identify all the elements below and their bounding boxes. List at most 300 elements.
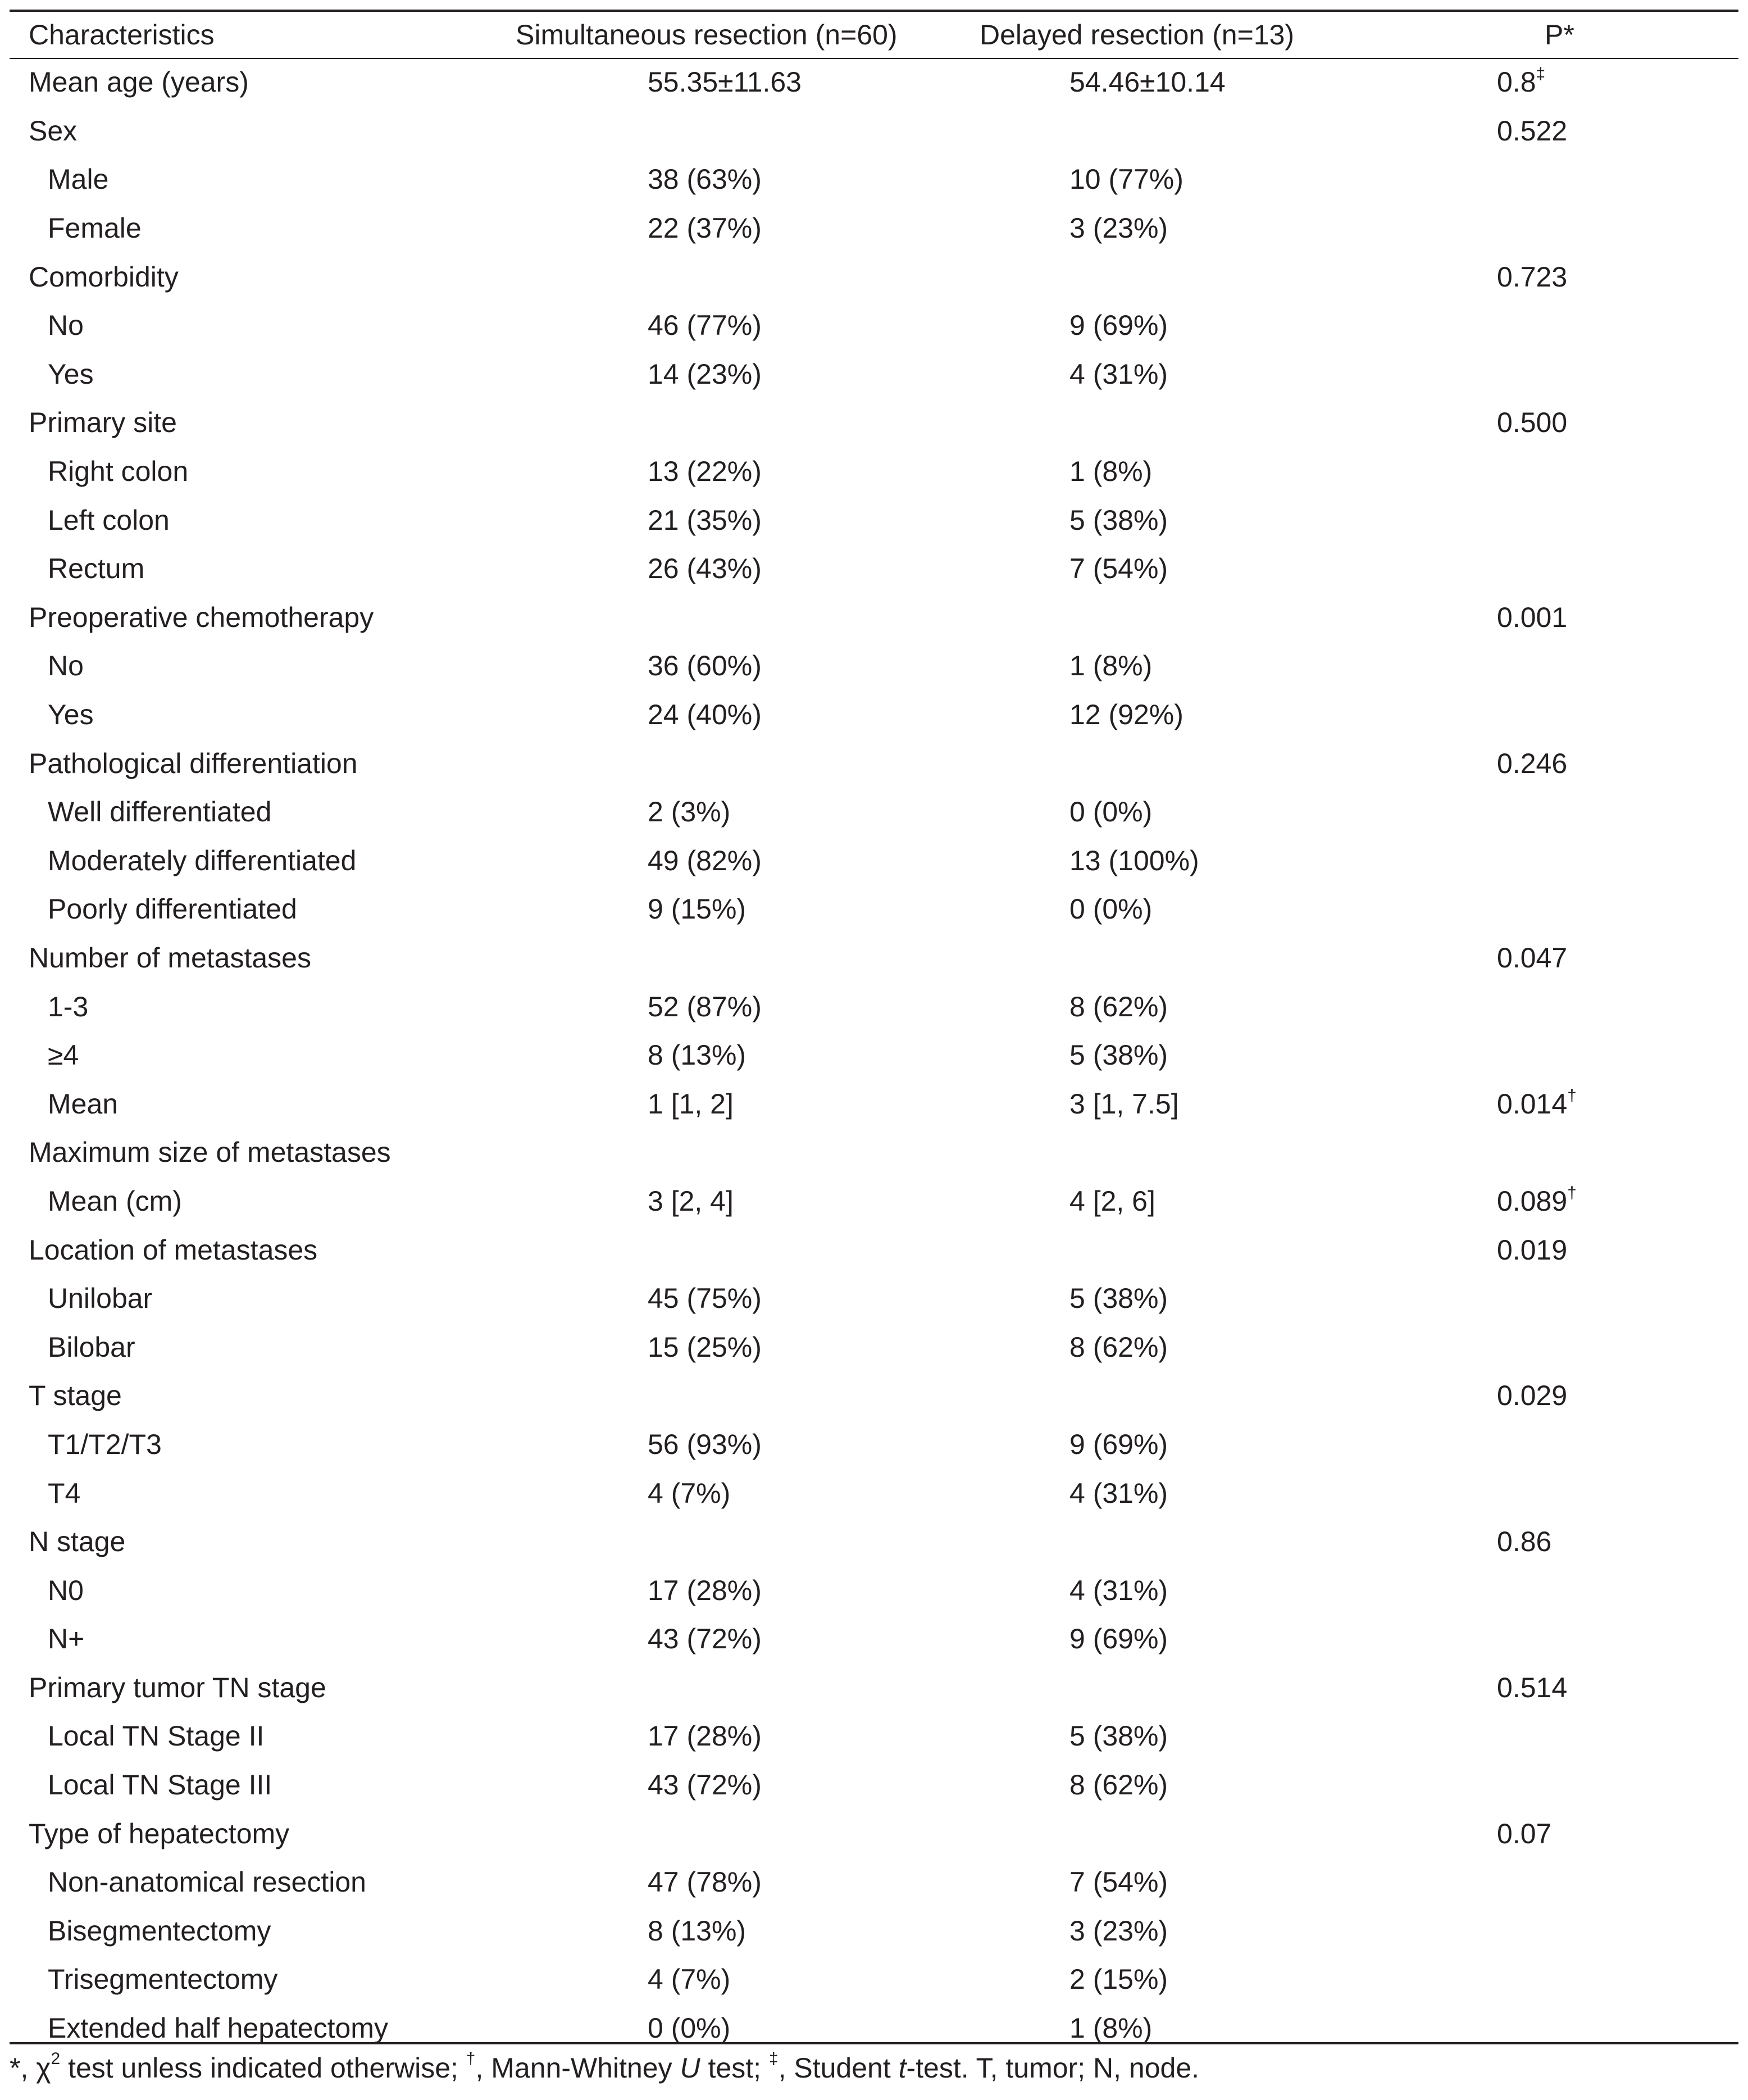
row-delayed-value bbox=[980, 204, 1265, 253]
simultaneous-value-text: 52 (87%) bbox=[648, 990, 762, 1022]
header-characteristics: Characteristics bbox=[29, 19, 215, 51]
table-row bbox=[10, 204, 1738, 253]
row-label: Moderately differentiated bbox=[48, 844, 357, 876]
row-label: Comorbidity bbox=[29, 261, 179, 293]
table-row bbox=[10, 155, 1738, 204]
row-label: T stage bbox=[29, 1380, 122, 1412]
footnote-star: * bbox=[10, 2052, 21, 2084]
table-row bbox=[10, 1031, 1738, 1080]
table-row bbox=[10, 496, 1738, 544]
row-simultaneous-value bbox=[442, 1858, 980, 1907]
table-row bbox=[10, 885, 1738, 934]
table-body bbox=[10, 58, 1738, 2052]
row-label: Well differentiated bbox=[48, 796, 272, 828]
row-simultaneous-value bbox=[442, 1031, 980, 1080]
row-delayed-value bbox=[980, 1128, 1265, 1177]
table-row bbox=[10, 1858, 1738, 1907]
delayed-value-text: 54.46±10.14 bbox=[1069, 66, 1226, 98]
p-value-text: 0.029 bbox=[1497, 1380, 1568, 1412]
row-delayed-value bbox=[980, 1274, 1265, 1323]
row-label: Yes bbox=[48, 358, 94, 390]
table-row bbox=[10, 1420, 1738, 1469]
row-p-value bbox=[1265, 1274, 1738, 1323]
delayed-value-text: 5 (38%) bbox=[1069, 1283, 1168, 1315]
delayed-value-text: 3 [1, 7.5] bbox=[1069, 1088, 1179, 1120]
row-p-value bbox=[1265, 690, 1738, 739]
row-delayed-value bbox=[980, 690, 1265, 739]
table-row bbox=[10, 1177, 1738, 1226]
simultaneous-value-text: 8 (13%) bbox=[648, 1039, 746, 1071]
row-delayed-value bbox=[980, 1079, 1265, 1128]
delayed-value-text: 9 (69%) bbox=[1069, 1428, 1168, 1460]
row-label: Left colon bbox=[48, 504, 170, 536]
row-simultaneous-value bbox=[442, 1177, 980, 1226]
row-delayed-value bbox=[980, 252, 1265, 301]
simultaneous-value-text: 38 (63%) bbox=[648, 163, 762, 196]
row-label: Female bbox=[48, 212, 142, 244]
row-delayed-value bbox=[980, 1225, 1265, 1274]
table-row bbox=[10, 398, 1738, 447]
row-simultaneous-value bbox=[442, 1322, 980, 1371]
header-simultaneous: Simultaneous resection (n=60) bbox=[516, 19, 898, 51]
row-delayed-value bbox=[980, 739, 1265, 788]
header-p: P* bbox=[1545, 19, 1574, 51]
delayed-value-text: 12 (92%) bbox=[1069, 699, 1183, 731]
row-simultaneous-value bbox=[442, 107, 980, 156]
row-simultaneous-value bbox=[442, 1712, 980, 1761]
delayed-value-text: 5 (38%) bbox=[1069, 1720, 1168, 1752]
header-delayed: Delayed resection (n=13) bbox=[980, 19, 1295, 51]
simultaneous-value-text: 14 (23%) bbox=[648, 358, 762, 390]
row-label: Location of metastases bbox=[29, 1234, 318, 1266]
delayed-value-text: 1 (8%) bbox=[1069, 650, 1153, 682]
p-value-mark: † bbox=[1567, 1086, 1577, 1105]
row-delayed-value bbox=[980, 1420, 1265, 1469]
row-delayed-value bbox=[980, 1955, 1265, 2004]
row-label: Preoperative chemotherapy bbox=[29, 601, 374, 633]
footnote-t: t bbox=[898, 2052, 907, 2084]
simultaneous-value-text: 4 (7%) bbox=[648, 1963, 731, 1996]
row-label: 1-3 bbox=[48, 990, 89, 1022]
row-delayed-value bbox=[980, 642, 1265, 690]
table-row bbox=[10, 1907, 1738, 1956]
row-p-value bbox=[1265, 1225, 1738, 1274]
row-p-value bbox=[1265, 1128, 1738, 1177]
row-simultaneous-value bbox=[442, 739, 980, 788]
row-label: No bbox=[48, 650, 84, 682]
p-value-text: 0.246 bbox=[1497, 747, 1568, 779]
row-simultaneous-value bbox=[442, 155, 980, 204]
characteristics-table bbox=[10, 12, 1738, 2052]
row-delayed-value bbox=[980, 885, 1265, 934]
simultaneous-value-text: 26 (43%) bbox=[648, 553, 762, 585]
table-row bbox=[10, 1371, 1738, 1420]
simultaneous-value-text: 43 (72%) bbox=[648, 1623, 762, 1655]
simultaneous-value-text: 24 (40%) bbox=[648, 699, 762, 731]
row-p-value bbox=[1265, 885, 1738, 934]
row-p-value bbox=[1265, 1031, 1738, 1080]
row-delayed-value bbox=[980, 837, 1265, 885]
delayed-value-text: 1 (8%) bbox=[1069, 2012, 1153, 2044]
table-row bbox=[10, 2004, 1738, 2053]
row-label: Trisegmentectomy bbox=[48, 1963, 278, 1996]
row-simultaneous-value bbox=[442, 1809, 980, 1858]
row-delayed-value bbox=[980, 155, 1265, 204]
row-delayed-value bbox=[980, 1517, 1265, 1566]
delayed-value-text: 5 (38%) bbox=[1069, 1039, 1168, 1071]
row-p-value bbox=[1265, 496, 1738, 544]
row-label: Unilobar bbox=[48, 1283, 153, 1315]
simultaneous-value-text: 47 (78%) bbox=[648, 1866, 762, 1898]
row-p-value bbox=[1265, 1615, 1738, 1663]
table-row bbox=[10, 58, 1738, 107]
row-p-value bbox=[1265, 1761, 1738, 1810]
delayed-value-text: 1 (8%) bbox=[1069, 456, 1153, 488]
simultaneous-value-text: 49 (82%) bbox=[648, 844, 762, 876]
delayed-value-text: 9 (69%) bbox=[1069, 1623, 1168, 1655]
row-simultaneous-value bbox=[442, 642, 980, 690]
row-p-value bbox=[1265, 1955, 1738, 2004]
row-label: Bilobar bbox=[48, 1331, 135, 1363]
row-label: Number of metastases bbox=[29, 942, 311, 974]
row-simultaneous-value bbox=[442, 398, 980, 447]
row-p-value bbox=[1265, 1809, 1738, 1858]
row-simultaneous-value bbox=[442, 496, 980, 544]
row-label: Type of hepatectomy bbox=[29, 1817, 290, 1849]
table-row bbox=[10, 788, 1738, 837]
delayed-value-text: 4 (31%) bbox=[1069, 1574, 1168, 1606]
delayed-value-text: 10 (77%) bbox=[1069, 163, 1183, 196]
row-label: N stage bbox=[29, 1526, 126, 1558]
table-row bbox=[10, 690, 1738, 739]
simultaneous-value-text: 3 [2, 4] bbox=[648, 1185, 734, 1217]
row-simultaneous-value bbox=[442, 1955, 980, 2004]
row-p-value bbox=[1265, 107, 1738, 156]
row-p-value bbox=[1265, 252, 1738, 301]
row-delayed-value bbox=[980, 1469, 1265, 1517]
table-row bbox=[10, 447, 1738, 496]
delayed-value-text: 3 (23%) bbox=[1069, 1915, 1168, 1947]
row-simultaneous-value bbox=[442, 2004, 980, 2053]
p-value-text: 0.522 bbox=[1497, 115, 1568, 147]
p-value-text: 0.014 bbox=[1497, 1088, 1568, 1120]
row-label: N0 bbox=[48, 1574, 84, 1606]
footnote-u: U bbox=[680, 2052, 700, 2084]
table-row bbox=[10, 544, 1738, 593]
row-label: Maximum size of metastases bbox=[29, 1137, 391, 1169]
table-row bbox=[10, 1955, 1738, 2004]
row-p-value bbox=[1265, 1663, 1738, 1712]
delayed-value-text: 13 (100%) bbox=[1069, 844, 1199, 876]
footnote-ddagger: ‡ bbox=[768, 2049, 779, 2068]
delayed-value-text: 8 (62%) bbox=[1069, 990, 1168, 1022]
footnote-text-2: test unless indicated otherwise; bbox=[60, 2052, 466, 2084]
delayed-value-text: 8 (62%) bbox=[1069, 1331, 1168, 1363]
row-p-value bbox=[1265, 1517, 1738, 1566]
row-simultaneous-value bbox=[442, 301, 980, 350]
table-row bbox=[10, 1128, 1738, 1177]
row-delayed-value bbox=[980, 447, 1265, 496]
row-simultaneous-value bbox=[442, 252, 980, 301]
simultaneous-value-text: 36 (60%) bbox=[648, 650, 762, 682]
row-simultaneous-value bbox=[442, 58, 980, 107]
simultaneous-value-text: 46 (77%) bbox=[648, 310, 762, 342]
simultaneous-value-text: 8 (13%) bbox=[648, 1915, 746, 1947]
row-delayed-value bbox=[980, 1615, 1265, 1663]
table-row bbox=[10, 301, 1738, 350]
row-delayed-value bbox=[980, 2004, 1265, 2053]
row-p-value bbox=[1265, 1712, 1738, 1761]
row-delayed-value bbox=[980, 1322, 1265, 1371]
row-p-value bbox=[1265, 2004, 1738, 2053]
row-p-value bbox=[1265, 1469, 1738, 1517]
row-label: Primary tumor TN stage bbox=[29, 1671, 326, 1703]
table-row bbox=[10, 1809, 1738, 1858]
p-value-mark: ‡ bbox=[1536, 65, 1546, 84]
delayed-value-text: 4 (31%) bbox=[1069, 1477, 1168, 1509]
row-simultaneous-value bbox=[442, 447, 980, 496]
footnote-text-5: , Student bbox=[778, 2052, 899, 2084]
delayed-value-text: 4 [2, 6] bbox=[1069, 1185, 1155, 1217]
row-simultaneous-value bbox=[442, 1517, 980, 1566]
row-delayed-value bbox=[980, 544, 1265, 593]
row-label: ≥4 bbox=[48, 1039, 79, 1071]
row-delayed-value bbox=[980, 496, 1265, 544]
row-p-value bbox=[1265, 1322, 1738, 1371]
row-p-value bbox=[1265, 593, 1738, 642]
row-p-value bbox=[1265, 982, 1738, 1031]
row-p-value bbox=[1265, 739, 1738, 788]
row-label: Local TN Stage III bbox=[48, 1769, 272, 1801]
simultaneous-value-text: 17 (28%) bbox=[648, 1574, 762, 1606]
simultaneous-value-text: 0 (0%) bbox=[648, 2012, 731, 2044]
simultaneous-value-text: 4 (7%) bbox=[648, 1477, 731, 1509]
row-delayed-value bbox=[980, 1371, 1265, 1420]
table-row bbox=[10, 1615, 1738, 1663]
footnote-text-4: test; bbox=[700, 2052, 769, 2084]
row-simultaneous-value bbox=[442, 788, 980, 837]
row-label: N+ bbox=[48, 1623, 85, 1655]
simultaneous-value-text: 22 (37%) bbox=[648, 212, 762, 244]
row-delayed-value bbox=[980, 1761, 1265, 1810]
simultaneous-value-text: 13 (22%) bbox=[648, 456, 762, 488]
row-label: Poorly differentiated bbox=[48, 893, 297, 925]
simultaneous-value-text: 43 (72%) bbox=[648, 1769, 762, 1801]
row-simultaneous-value bbox=[442, 690, 980, 739]
row-p-value bbox=[1265, 934, 1738, 983]
table-row bbox=[10, 1712, 1738, 1761]
row-label: Male bbox=[48, 163, 109, 196]
footnote-text-1: , χ bbox=[20, 2052, 51, 2084]
row-label: T1/T2/T3 bbox=[48, 1428, 162, 1460]
p-value-mark: † bbox=[1567, 1183, 1577, 1202]
row-label: Local TN Stage II bbox=[48, 1720, 265, 1752]
table-footnote bbox=[10, 2049, 1738, 2084]
row-label: Non-anatomical resection bbox=[48, 1866, 366, 1898]
row-simultaneous-value bbox=[442, 837, 980, 885]
row-p-value bbox=[1265, 837, 1738, 885]
row-simultaneous-value bbox=[442, 1420, 980, 1469]
table-row bbox=[10, 837, 1738, 885]
row-simultaneous-value bbox=[442, 1907, 980, 1956]
table-row bbox=[10, 1079, 1738, 1128]
p-value-text: 0.500 bbox=[1497, 407, 1568, 439]
row-simultaneous-value bbox=[442, 982, 980, 1031]
row-simultaneous-value bbox=[442, 1761, 980, 1810]
row-delayed-value bbox=[980, 593, 1265, 642]
delayed-value-text: 8 (62%) bbox=[1069, 1769, 1168, 1801]
row-simultaneous-value bbox=[442, 885, 980, 934]
row-p-value bbox=[1265, 544, 1738, 593]
row-label: Rectum bbox=[48, 553, 145, 585]
p-value-text: 0.8 bbox=[1497, 66, 1536, 98]
row-simultaneous-value bbox=[442, 1469, 980, 1517]
table-row bbox=[10, 982, 1738, 1031]
row-p-value bbox=[1265, 447, 1738, 496]
p-value-text: 0.723 bbox=[1497, 261, 1568, 293]
row-delayed-value bbox=[980, 1712, 1265, 1761]
row-delayed-value bbox=[980, 398, 1265, 447]
delayed-value-text: 7 (54%) bbox=[1069, 1866, 1168, 1898]
row-p-value bbox=[1265, 1371, 1738, 1420]
row-delayed-value bbox=[980, 1858, 1265, 1907]
row-p-value bbox=[1265, 1079, 1738, 1128]
p-value-text: 0.514 bbox=[1497, 1671, 1568, 1703]
row-label: Primary site bbox=[29, 407, 177, 439]
row-simultaneous-value bbox=[442, 1615, 980, 1663]
row-delayed-value bbox=[980, 1177, 1265, 1226]
row-p-value bbox=[1265, 1907, 1738, 1956]
row-delayed-value bbox=[980, 934, 1265, 983]
row-simultaneous-value bbox=[442, 1371, 980, 1420]
row-p-value bbox=[1265, 1177, 1738, 1226]
p-value-text: 0.07 bbox=[1497, 1817, 1552, 1849]
row-label: Mean bbox=[48, 1088, 119, 1120]
table-row bbox=[10, 107, 1738, 156]
table-row bbox=[10, 1225, 1738, 1274]
simultaneous-value-text: 2 (3%) bbox=[648, 796, 731, 828]
row-label: Pathological differentiation bbox=[29, 747, 358, 779]
table-row bbox=[10, 739, 1738, 788]
row-delayed-value bbox=[980, 350, 1265, 399]
table-row bbox=[10, 1663, 1738, 1712]
row-delayed-value bbox=[980, 1031, 1265, 1080]
simultaneous-value-text: 15 (25%) bbox=[648, 1331, 762, 1363]
row-simultaneous-value bbox=[442, 1225, 980, 1274]
row-simultaneous-value bbox=[442, 350, 980, 399]
row-p-value bbox=[1265, 398, 1738, 447]
delayed-value-text: 7 (54%) bbox=[1069, 553, 1168, 585]
row-delayed-value bbox=[980, 1907, 1265, 1956]
header-row bbox=[10, 12, 1738, 58]
row-p-value bbox=[1265, 350, 1738, 399]
row-simultaneous-value bbox=[442, 544, 980, 593]
row-delayed-value bbox=[980, 1566, 1265, 1615]
row-label: Extended half hepatectomy bbox=[48, 2012, 388, 2044]
p-value-text: 0.86 bbox=[1497, 1526, 1552, 1558]
row-p-value bbox=[1265, 1858, 1738, 1907]
row-simultaneous-value bbox=[442, 1079, 980, 1128]
row-label: Mean age (years) bbox=[29, 66, 249, 98]
delayed-value-text: 3 (23%) bbox=[1069, 212, 1168, 244]
row-delayed-value bbox=[980, 982, 1265, 1031]
simultaneous-value-text: 55.35±11.63 bbox=[648, 66, 802, 98]
row-simultaneous-value bbox=[442, 1274, 980, 1323]
simultaneous-value-text: 21 (35%) bbox=[648, 504, 762, 536]
row-label: Right colon bbox=[48, 456, 189, 488]
row-simultaneous-value bbox=[442, 1663, 980, 1712]
table-row bbox=[10, 1566, 1738, 1615]
row-label: Yes bbox=[48, 699, 94, 731]
table-row bbox=[10, 1517, 1738, 1566]
row-simultaneous-value bbox=[442, 1128, 980, 1177]
delayed-value-text: 0 (0%) bbox=[1069, 893, 1153, 925]
table-row bbox=[10, 252, 1738, 301]
simultaneous-value-text: 1 [1, 2] bbox=[648, 1088, 734, 1120]
table-row bbox=[10, 1761, 1738, 1810]
row-delayed-value bbox=[980, 1663, 1265, 1712]
row-delayed-value bbox=[980, 1809, 1265, 1858]
table-row bbox=[10, 1469, 1738, 1517]
simultaneous-value-text: 17 (28%) bbox=[648, 1720, 762, 1752]
simultaneous-value-text: 9 (15%) bbox=[648, 893, 746, 925]
row-p-value bbox=[1265, 204, 1738, 253]
row-simultaneous-value bbox=[442, 593, 980, 642]
table-row bbox=[10, 593, 1738, 642]
table-row bbox=[10, 934, 1738, 983]
row-p-value bbox=[1265, 1566, 1738, 1615]
row-label: Bisegmentectomy bbox=[48, 1915, 271, 1947]
footnote-text-6: -test. T, tumor; N, node. bbox=[906, 2052, 1200, 2084]
row-simultaneous-value bbox=[442, 204, 980, 253]
row-delayed-value bbox=[980, 58, 1265, 107]
row-simultaneous-value bbox=[442, 1566, 980, 1615]
delayed-value-text: 5 (38%) bbox=[1069, 504, 1168, 536]
row-p-value bbox=[1265, 58, 1738, 107]
row-p-value bbox=[1265, 301, 1738, 350]
table-row bbox=[10, 1322, 1738, 1371]
table-row bbox=[10, 350, 1738, 399]
row-label: No bbox=[48, 310, 84, 342]
row-delayed-value bbox=[980, 788, 1265, 837]
footnote-chi-sup: 2 bbox=[51, 2049, 61, 2068]
row-label: T4 bbox=[48, 1477, 81, 1509]
row-p-value bbox=[1265, 155, 1738, 204]
row-p-value bbox=[1265, 642, 1738, 690]
footnote-text-3: , Mann-Whitney bbox=[475, 2052, 680, 2084]
row-delayed-value bbox=[980, 301, 1265, 350]
simultaneous-value-text: 45 (75%) bbox=[648, 1283, 762, 1315]
row-p-value bbox=[1265, 788, 1738, 837]
p-value-text: 0.089 bbox=[1497, 1185, 1568, 1217]
row-p-value bbox=[1265, 1420, 1738, 1469]
row-delayed-value bbox=[980, 107, 1265, 156]
delayed-value-text: 0 (0%) bbox=[1069, 796, 1153, 828]
row-simultaneous-value bbox=[442, 934, 980, 983]
delayed-value-text: 2 (15%) bbox=[1069, 1963, 1168, 1996]
footnote-dagger: † bbox=[466, 2049, 476, 2068]
delayed-value-text: 4 (31%) bbox=[1069, 358, 1168, 390]
table-row bbox=[10, 642, 1738, 690]
p-value-text: 0.001 bbox=[1497, 601, 1568, 633]
p-value-text: 0.019 bbox=[1497, 1234, 1568, 1266]
table-row bbox=[10, 1274, 1738, 1323]
delayed-value-text: 9 (69%) bbox=[1069, 310, 1168, 342]
row-label: Mean (cm) bbox=[48, 1185, 182, 1217]
simultaneous-value-text: 56 (93%) bbox=[648, 1428, 762, 1460]
row-label: Sex bbox=[29, 115, 78, 147]
p-value-text: 0.047 bbox=[1497, 942, 1568, 974]
